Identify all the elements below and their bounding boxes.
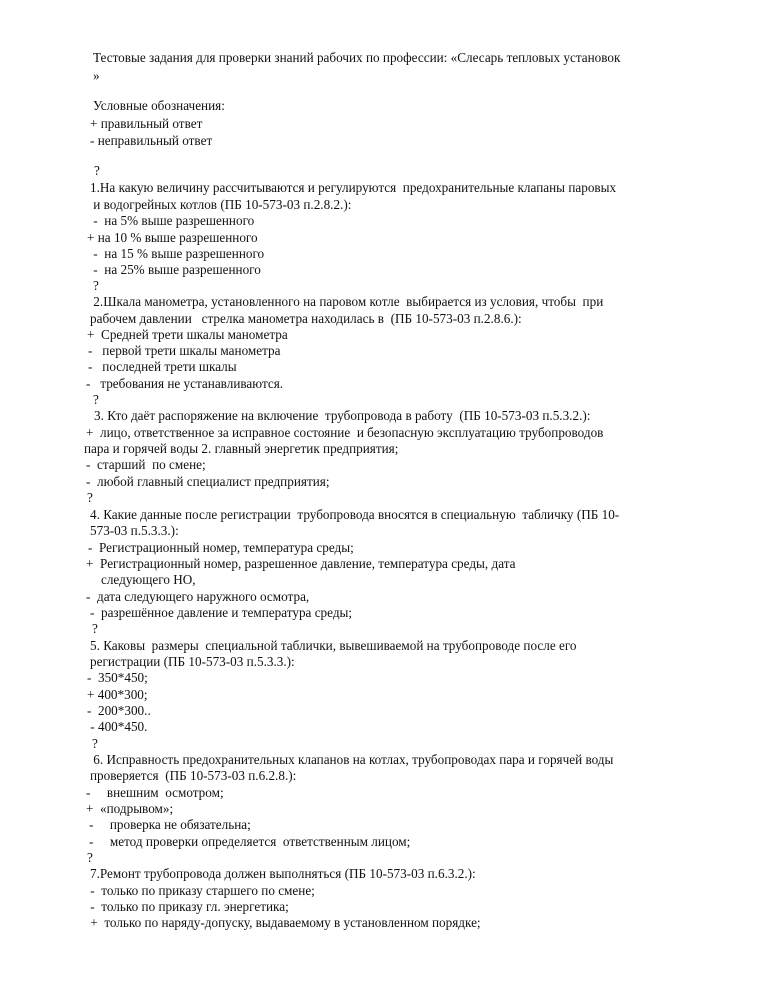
answer-option: + лицо, ответственное за исправное состояние и безопасную эксплуатацию трубопроводов [86, 425, 604, 440]
legend-incorrect: - неправильный ответ [90, 133, 213, 148]
answer-option: + 400*300; [87, 687, 148, 702]
answer-option: + «подрывом»; [86, 801, 174, 816]
answer-option: - разрешённое давление и температура среды; [90, 605, 353, 620]
answer-option: - требования не устанавливаются. [86, 376, 284, 391]
question-text: 7.Ремонт трубопровода должен выполняться (ПБ 10-573-03 п.6.3.2.): [90, 866, 476, 881]
question-marker: ? [93, 278, 99, 293]
answer-option: - первой трети шкалы манометра [88, 343, 281, 358]
answer-option: + только по наряду-допуску, выдаваемому в установленном порядке; [87, 915, 481, 930]
answer-option: - последней трети шкалы [88, 359, 237, 374]
question-text: 2.Шкала манометра, установленного на паровом котле выбирается из условия, чтобы при [90, 294, 604, 309]
answer-option: - внешним осмотром; [86, 785, 224, 800]
answer-option: - любой главный специалист предприятия; [86, 474, 330, 489]
question-text: рабочем давлении стрелка манометра находилась в (ПБ 10-573-03 п.2.8.6.): [90, 311, 522, 326]
answer-option: пара и горячей воды 2. главный энергетик предприятия; [84, 441, 399, 456]
answer-option: следующего НО, [101, 572, 196, 587]
answer-option: - метод проверки определяется ответственным лицом; [89, 834, 411, 849]
answer-option: - 350*450; [87, 670, 148, 685]
legend-correct: + правильный ответ [90, 116, 203, 131]
question-marker: ? [87, 490, 93, 505]
question-text: 573-03 п.5.3.3.): [90, 523, 179, 538]
question-marker: ? [94, 163, 100, 178]
question-marker: ? [93, 392, 99, 407]
answer-option: - 200*300.. [87, 703, 151, 718]
question-marker: ? [92, 736, 98, 751]
answer-option: + Средней трети шкалы манометра [87, 327, 288, 342]
answer-option: - только по приказу старшего по смене; [87, 883, 315, 898]
question-text: 1.На какую величину рассчитываются и регулируются предохранительные клапаны паровых [90, 180, 617, 195]
question-text: проверяется (ПБ 10-573-03 п.6.2.8.): [90, 768, 297, 783]
answer-option: - 400*450. [87, 719, 148, 734]
answer-option: - старший по смене; [86, 457, 206, 472]
answer-option: - только по приказу гл. энергетика; [87, 899, 289, 914]
answer-option: + Регистрационный номер, разрешенное давление, температура среды, дата [86, 556, 516, 571]
answer-option: - дата следующего наружного осмотра, [86, 589, 310, 604]
answer-option: + на 10 % выше разрешенного [87, 230, 258, 245]
question-text: 6. Исправность предохранительных клапанов на котлах, трубопроводах пара и горячей воды [90, 752, 614, 767]
legend-heading: Условные обозначения: [93, 98, 225, 113]
answer-option: - на 25% выше разрешенного [90, 262, 261, 277]
question-text: 3. Кто даёт распоряжение на включение трубопровода в работу (ПБ 10-573-03 п.5.3.2.): [94, 408, 591, 423]
document-title-line-1: Тестовые задания для проверки знаний рабочих по профессии: «Слесарь тепловых установок [93, 50, 621, 65]
question-marker: ? [87, 850, 93, 865]
answer-option: - проверка не обязательна; [89, 817, 251, 832]
answer-option: - на 15 % выше разрешенного [90, 246, 265, 261]
question-text: регистрации (ПБ 10-573-03 п.5.3.3.): [90, 654, 295, 669]
question-marker: ? [92, 621, 98, 636]
answer-option: - на 5% выше разрешенного [90, 213, 255, 228]
question-text: 5. Каковы размеры специальной таблички, вывешиваемой на трубопроводе после его [90, 638, 577, 653]
question-text: 4. Какие данные после регистрации трубопровода вносятся в специальную табличку (ПБ 10- [90, 507, 620, 522]
document-title-line-2: » [93, 68, 100, 83]
question-text: и водогрейных котлов (ПБ 10-573-03 п.2.8.2.): [90, 197, 352, 212]
answer-option: - Регистрационный номер, температура среды; [88, 540, 354, 555]
